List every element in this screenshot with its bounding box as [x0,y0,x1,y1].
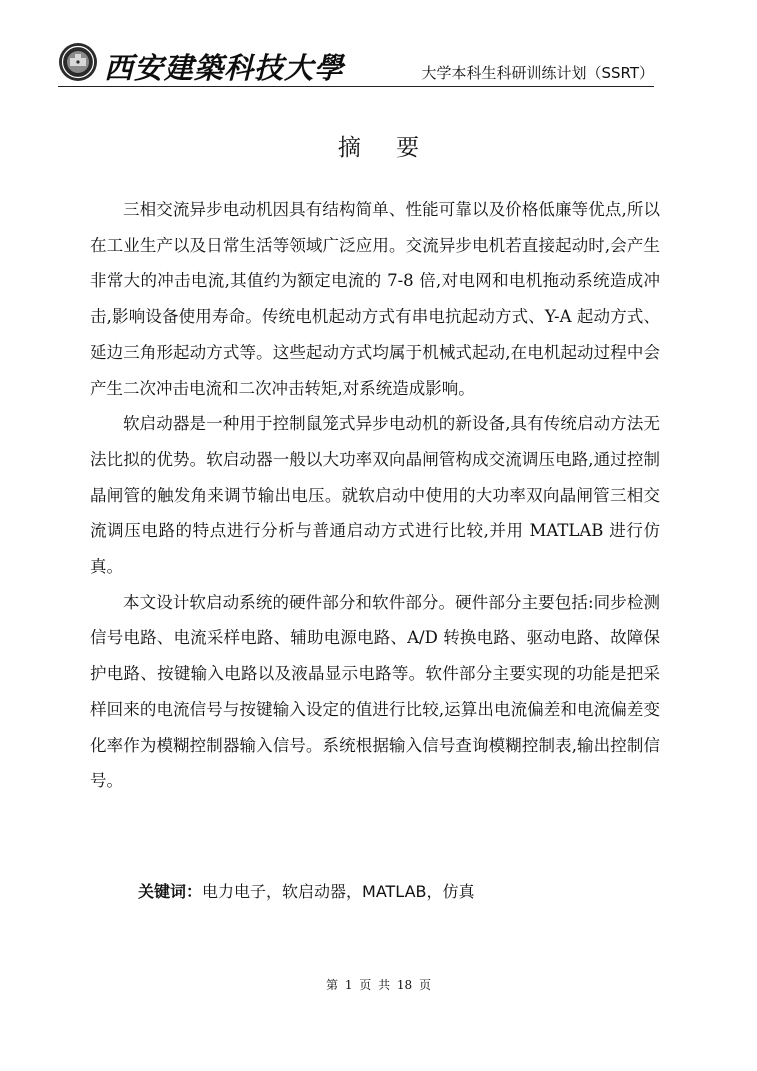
page-title: 摘 要 [337,135,434,161]
university-name: 西安建築科技大學 [104,51,345,85]
page-footer: 第 1 页 共 18 页 [326,978,431,992]
program-name: 大学本科生科研训练计划（SSRT） [421,64,654,82]
abstract-body [90,192,660,799]
page-header [58,42,654,87]
keywords-text: 电力电子，软启动器，MATLAB，仿真 [202,882,475,901]
keywords-line [138,879,475,902]
university-seal-icon [58,42,98,82]
abstract-paragraph: 三相交流异步电动机因具有结构简单、性能可靠以及价格低廉等优点,所以在工业生产以及日常生活等领域广泛应用。交流异步电机若直接起动时,会产生非常大的冲击电流,其值约为额定电流的 7-8 倍,对电网和电机拖动系统造成冲击,影响设备使用寿命。传统电机起动方式有串电抗起动方式、Y-A 起动方式、延边三角形起动方式等。这些起动方式均属于机械式起动,在电机起动过程中会产生二次冲击电流和二次冲击转矩,对系统造成影响。 [90,200,660,398]
abstract-paragraph: 软启动器是一种用于控制鼠笼式异步电动机的新设备,具有传统启动方法无法比拟的优势。软启动器一般以大功率双向晶闸管构成交流调压电路,通过控制晶闸管的触发角来调节输出电压。就软启动中使用的大功率双向晶闸管三相交流调压电路的特点进行分析与普通启动方式进行比较,并用 MATLAB 进行仿真。 [90,414,660,577]
keywords-label: 关键词： [138,882,203,901]
abstract-paragraph: 本文设计软启动系统的硬件部分和软件部分。硬件部分主要包括:同步检测信号电路、电流采样电路、辅助电源电路、A/D 转换电路、驱动电路、故障保护电路、按键输入电路以及液晶显示电路等。软件部分主要实现的功能是把采样回来的电流信号与按键输入设定的值进行比较,运算出电流偏差和电流偏差变化率作为模糊控制器输入信号。系统根据输入信号查询模糊控制表,输出控制信号。 [90,592,660,791]
